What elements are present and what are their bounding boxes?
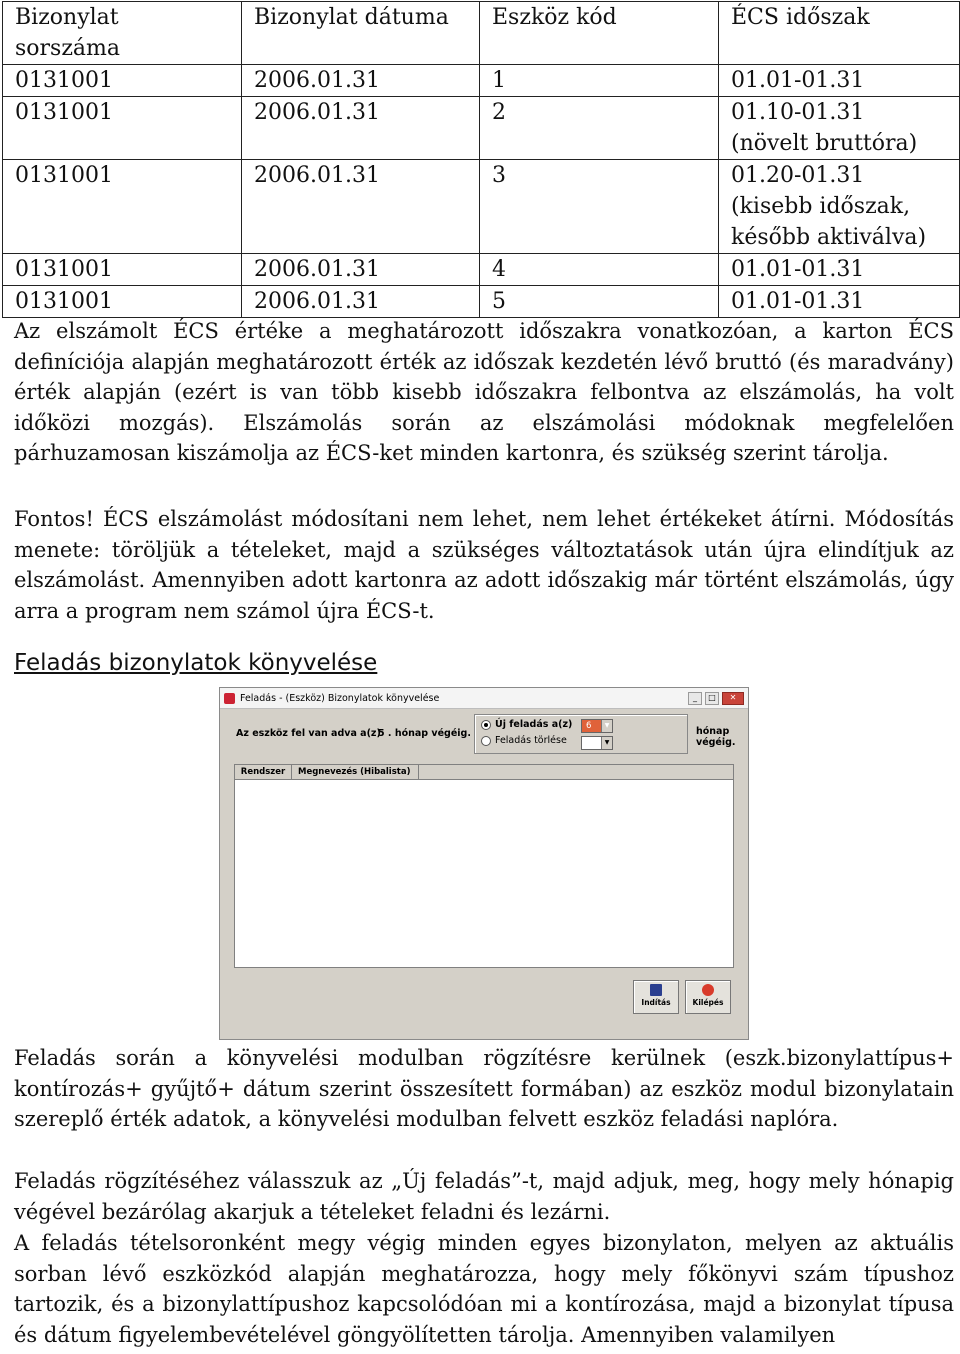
start-button[interactable] bbox=[633, 980, 679, 1014]
chevron-down-icon: ▼ bbox=[601, 737, 612, 749]
start-button-label: Indítás bbox=[641, 998, 671, 1007]
header-eszkoz-kod: Eszköz kód bbox=[480, 2, 719, 65]
paragraph-ecs-value: Az elszámolt ÉCS értéke a meghatározott időszakra vonatkozóan, a karton ÉCS definíciója alapján meghatározott érték az időszak kezdetén lévő bruttó (és maradvány) érték alapján (ezért is van több kisebb időszakra felbontva az elszámolás, ha volt időközi mozgás). Elszámolás során az elszámolási módoknak megfelelően párhuzamosan kiszámolja az ÉCS-ket minden kartonra, és szükség szerint tárolja. bbox=[14, 319, 954, 465]
month-select-delete[interactable] bbox=[581, 736, 613, 750]
cell-ecs-idoszak: 01.20-01.31 (kisebb időszak, később aktiválva) bbox=[719, 160, 960, 254]
paragraph-posting-process: A feladás tételsoronként megy végig minden egyes bizonylaton, melyen az aktuális sorban lévő eszközkód alapján meghatározza, hogy mely főkönyvi szám típushoz tartozik, és a bizonylattípushoz kapcsolódóan mi a kontírozása, majd a bizonylat típusa és dátum figyelembevételével göngyölítetten tárolja. Amennyiben valamilyen bbox=[14, 1231, 954, 1347]
floppy-disk-icon bbox=[650, 984, 662, 996]
window-titlebar bbox=[220, 688, 748, 709]
maximize-icon[interactable]: □ bbox=[705, 692, 719, 705]
minimize-icon[interactable]: _ bbox=[688, 692, 702, 705]
column-megnevezes[interactable]: Megnevezés (Hibalista) bbox=[292, 765, 419, 779]
table-row bbox=[3, 160, 960, 254]
cell-ecs-idoszak: 01.10-01.31 (növelt bruttóra) bbox=[719, 97, 960, 160]
table-row bbox=[3, 65, 960, 97]
posting-options bbox=[226, 714, 742, 752]
exit-button[interactable] bbox=[685, 980, 731, 1014]
radio-selected-icon bbox=[481, 720, 491, 730]
cell-sorszam: 0131001 bbox=[3, 160, 242, 254]
table-row bbox=[3, 254, 960, 286]
table-row bbox=[3, 97, 960, 160]
section-heading: Feladás bizonylatok könyvelése bbox=[14, 650, 378, 676]
posted-until-value: 5 . hónap végéig. bbox=[378, 728, 471, 739]
cell-sorszam: 0131001 bbox=[3, 65, 242, 97]
posting-window-screenshot bbox=[219, 687, 749, 1040]
cell-datum: 2006.01.31 bbox=[242, 286, 480, 318]
cell-eszkoz-kod: 3 bbox=[480, 160, 719, 254]
table-header-row bbox=[3, 2, 960, 65]
month-select-new[interactable] bbox=[581, 719, 613, 733]
exit-button-label: Kilépés bbox=[692, 998, 724, 1007]
cell-eszkoz-kod: 5 bbox=[480, 286, 719, 318]
cell-sorszam: 0131001 bbox=[3, 254, 242, 286]
header-bizonylat-datuma: Bizonylat dátuma bbox=[242, 2, 480, 65]
cell-ecs-idoszak: 01.01-01.31 bbox=[719, 254, 960, 286]
depreciation-table bbox=[2, 1, 960, 318]
cell-sorszam: 0131001 bbox=[3, 286, 242, 318]
month-end-label: hónap végéig. bbox=[696, 726, 736, 748]
radio-unselected-icon bbox=[481, 736, 491, 746]
cell-datum: 2006.01.31 bbox=[242, 160, 480, 254]
radio-delete-posting-label: Feladás törlése bbox=[495, 735, 567, 746]
chevron-down-icon: ▼ bbox=[601, 720, 612, 732]
column-rendszer[interactable]: Rendszer bbox=[235, 765, 292, 779]
grid-header bbox=[235, 765, 733, 780]
cell-datum: 2006.01.31 bbox=[242, 65, 480, 97]
cell-datum: 2006.01.31 bbox=[242, 254, 480, 286]
app-icon bbox=[224, 693, 235, 704]
cell-eszkoz-kod: 2 bbox=[480, 97, 719, 160]
posted-until-label: Az eszköz fel van adva a(z) bbox=[236, 728, 381, 739]
cell-eszkoz-kod: 1 bbox=[480, 65, 719, 97]
header-bizonylat-sorszama: Bizonylat sorszáma bbox=[3, 2, 242, 65]
close-icon[interactable]: ✕ bbox=[722, 692, 744, 705]
cell-ecs-idoszak: 01.01-01.31 bbox=[719, 65, 960, 97]
power-icon bbox=[702, 984, 714, 996]
posting-mode-group bbox=[474, 714, 688, 754]
radio-new-posting-label: Új feladás a(z) bbox=[495, 719, 573, 730]
radio-delete-posting[interactable] bbox=[481, 735, 567, 746]
cell-sorszam: 0131001 bbox=[3, 97, 242, 160]
paragraph-posting-description: Feladás során a könyvelési modulban rögzítésre kerülnek (eszk.bizonylattípus+ kontírozás+ gyűjtő+ dátum szerint összesített formában) az eszköz modul bizonylatain szereplő érték adatok, a könyvelési modulban felvett eszköz feladási naplóra. bbox=[14, 1046, 954, 1131]
month-select-value: 6 bbox=[586, 721, 592, 731]
header-ecs-idoszak: ÉCS időszak bbox=[719, 2, 960, 65]
paragraph-important: Fontos! ÉCS elszámolást módosítani nem lehet, nem lehet értékeket átírni. Módosítás menete: töröljük a tételeket, majd a szükséges változtatások után újra elindítjuk az elszámolást. Amennyiben adott kartonra az adott időszakig már történt elszámolás, úgy arra a program nem számol újra ÉCS-t. bbox=[14, 507, 954, 623]
cell-eszkoz-kod: 4 bbox=[480, 254, 719, 286]
cell-ecs-idoszak: 01.01-01.31 bbox=[719, 286, 960, 318]
radio-new-posting[interactable] bbox=[481, 719, 572, 730]
table-row bbox=[3, 286, 960, 318]
window-title: Feladás - (Eszköz) Bizonylatok könyvelése bbox=[240, 692, 440, 704]
window-buttons bbox=[633, 980, 731, 1014]
error-list-grid[interactable] bbox=[234, 764, 734, 968]
cell-datum: 2006.01.31 bbox=[242, 97, 480, 160]
paragraph-new-posting: Feladás rögzítéséhez válasszuk az „Új feladás”-t, majd adjuk, meg, hogy mely hónapig végével bezárólag akarjuk a tételeket feladni és lezárni. bbox=[14, 1169, 954, 1224]
